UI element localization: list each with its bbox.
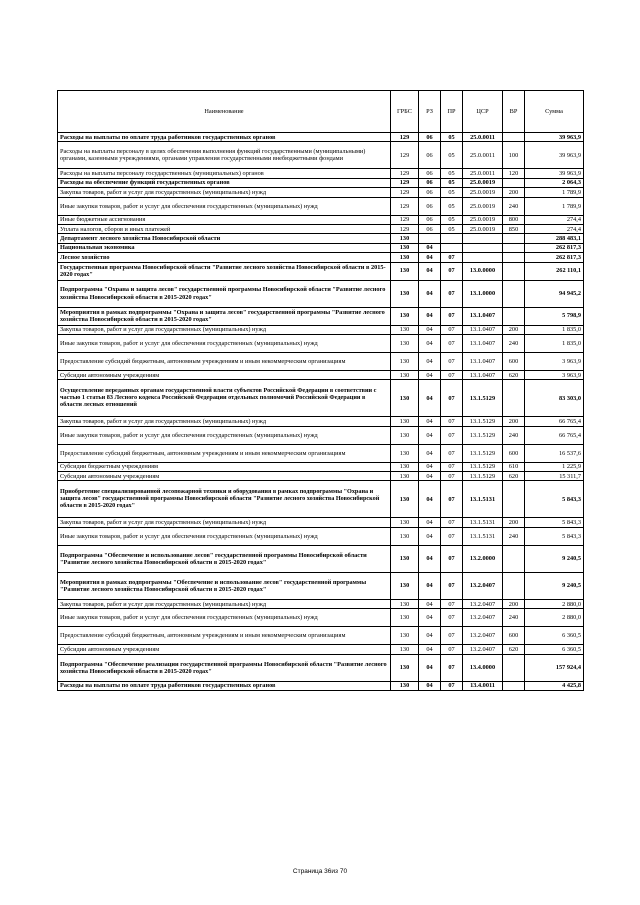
table-row	[58, 370, 584, 379]
cell-name: Осуществление переданных органам государственной власти субъектов Российской Федерации в соответствии с частью 1 статьи 83 Лесного кодекса Российской Федерации отдельных полномочий Российской Федерации в области лесных отношений	[58, 380, 391, 417]
cell-grbs: 129	[391, 178, 419, 187]
cell-sum: 2 880,0	[525, 609, 584, 627]
cell-csr: 13.1.5131	[463, 481, 503, 518]
header-sum: Сумма	[525, 91, 584, 133]
cell-csr: 13.1.0407	[463, 334, 503, 352]
cell-csr: 13.2.0407	[463, 645, 503, 654]
cell-csr: 13.1.0407	[463, 352, 503, 370]
cell-grbs: 130	[391, 472, 419, 481]
cell-rz: 06	[419, 133, 441, 142]
cell-sum: 39 963,9	[525, 142, 584, 169]
cell-vr	[503, 280, 525, 307]
cell-pr: 07	[441, 352, 463, 370]
cell-rz: 04	[419, 481, 441, 518]
table-row	[58, 645, 584, 654]
cell-sum: 66 765,4	[525, 417, 584, 426]
cell-grbs: 130	[391, 352, 419, 370]
cell-sum: 1 835,0	[525, 325, 584, 334]
cell-name: Приобретение специализированной лесопожарной техники и оборудования в рамках подпрограммы "Охрана и защита лесов" государственной программы Новосибирской области "Развитие лесного хозяйства Новосибирской области в 2015-2020 годах"	[58, 481, 391, 518]
cell-pr: 07	[441, 280, 463, 307]
cell-sum: 9 240,5	[525, 545, 584, 572]
cell-rz: 04	[419, 280, 441, 307]
cell-pr: 07	[441, 262, 463, 280]
table-row	[58, 133, 584, 142]
cell-sum: 16 537,6	[525, 444, 584, 462]
cell-pr: 07	[441, 472, 463, 481]
table-row	[58, 188, 584, 197]
cell-vr: 600	[503, 352, 525, 370]
cell-vr: 240	[503, 426, 525, 444]
cell-grbs: 130	[391, 527, 419, 545]
cell-name: Иные закупки товаров, работ и услуг для обеспечения государственных (муниципальных) нужд	[58, 609, 391, 627]
table-row	[58, 627, 584, 645]
cell-pr: 07	[441, 481, 463, 518]
cell-sum: 1 835,0	[525, 334, 584, 352]
cell-sum: 5 843,3	[525, 527, 584, 545]
cell-grbs: 130	[391, 325, 419, 334]
cell-vr	[503, 572, 525, 599]
cell-pr: 07	[441, 307, 463, 325]
header-name: Наименование	[58, 91, 391, 133]
cell-sum: 4 425,8	[525, 681, 584, 690]
header-vr: ВР	[503, 91, 525, 133]
cell-name: Иные закупки товаров, работ и услуг для обеспечения государственных (муниципальных) нужд	[58, 426, 391, 444]
cell-vr: 200	[503, 599, 525, 608]
cell-vr: 240	[503, 527, 525, 545]
cell-rz: 06	[419, 224, 441, 233]
cell-rz: 04	[419, 444, 441, 462]
cell-sum: 3 963,9	[525, 370, 584, 379]
cell-name: Мероприятия в рамках подпрограммы "Охрана и защита лесов" государственной программы "Развитие лесного хозяйства Новосибирской области в 2015-2020 годах"	[58, 307, 391, 325]
cell-grbs: 129	[391, 224, 419, 233]
cell-grbs: 130	[391, 518, 419, 527]
cell-rz: 04	[419, 307, 441, 325]
cell-name: Закупка товаров, работ и услуг для государственных (муниципальных) нужд	[58, 188, 391, 197]
cell-grbs: 130	[391, 370, 419, 379]
cell-csr: 13.1.0407	[463, 307, 503, 325]
cell-name: Расходы на выплаты по оплате труда работников государственных органов	[58, 681, 391, 690]
cell-grbs: 130	[391, 280, 419, 307]
cell-name: Мероприятия в рамках подпрограммы "Обеспечение и использование лесов" государственной программы "Развитие лесного хозяйства Новосибирской области в 2015-2020 годах"	[58, 572, 391, 599]
table-row	[58, 599, 584, 608]
cell-pr	[441, 243, 463, 252]
cell-csr: 13.2.0407	[463, 599, 503, 608]
table-row	[58, 280, 584, 307]
cell-pr: 07	[441, 253, 463, 262]
cell-name: Иные бюджетные ассигнования	[58, 215, 391, 224]
cell-name: Государственная программа Новосибирской области "Развитие лесного хозяйства Новосибирской области в 2015-2020 годах"	[58, 262, 391, 280]
cell-csr	[463, 243, 503, 252]
cell-pr: 07	[441, 417, 463, 426]
cell-sum: 15 311,7	[525, 472, 584, 481]
cell-vr: 600	[503, 444, 525, 462]
table-header-row	[58, 91, 584, 133]
cell-rz: 04	[419, 472, 441, 481]
cell-vr: 100	[503, 142, 525, 169]
cell-pr: 05	[441, 188, 463, 197]
table-row	[58, 472, 584, 481]
cell-pr: 07	[441, 518, 463, 527]
cell-grbs: 130	[391, 253, 419, 262]
cell-grbs: 130	[391, 426, 419, 444]
cell-name: Уплата налогов, сборов и иных платежей	[58, 224, 391, 233]
cell-grbs: 129	[391, 197, 419, 215]
cell-vr: 200	[503, 518, 525, 527]
cell-csr: 13.1.5131	[463, 518, 503, 527]
cell-grbs: 129	[391, 169, 419, 178]
cell-grbs: 130	[391, 609, 419, 627]
cell-name: Расходы на обеспечение функций государственных органов	[58, 178, 391, 187]
cell-sum: 262 817,3	[525, 253, 584, 262]
cell-grbs: 130	[391, 262, 419, 280]
cell-sum: 157 924,4	[525, 654, 584, 681]
cell-vr	[503, 243, 525, 252]
cell-sum: 288 483,1	[525, 234, 584, 243]
header-csr: ЦСР	[463, 91, 503, 133]
cell-name: Субсидии автономным учреждениям	[58, 645, 391, 654]
cell-name: Иные закупки товаров, работ и услуг для обеспечения государственных (муниципальных) нужд	[58, 197, 391, 215]
table-row	[58, 681, 584, 690]
cell-vr	[503, 654, 525, 681]
cell-name: Подпрограмма "Обеспечение и использование лесов" государственной программы Новосибирской области "Развитие лесного хозяйства Новосибирской области в 2015-2020 годах"	[58, 545, 391, 572]
cell-sum: 274,4	[525, 215, 584, 224]
table-row	[58, 262, 584, 280]
cell-rz: 04	[419, 426, 441, 444]
table-row	[58, 243, 584, 252]
cell-rz: 04	[419, 352, 441, 370]
cell-csr: 13.2.0407	[463, 572, 503, 599]
cell-name: Лесное хозяйство	[58, 253, 391, 262]
budget-table	[57, 90, 584, 691]
cell-csr: 13.1.0407	[463, 325, 503, 334]
table-row	[58, 178, 584, 187]
cell-vr: 120	[503, 169, 525, 178]
cell-csr: 25.0.0019	[463, 224, 503, 233]
table-row	[58, 325, 584, 334]
cell-rz: 04	[419, 370, 441, 379]
cell-csr: 25.0.0019	[463, 178, 503, 187]
cell-vr	[503, 262, 525, 280]
cell-pr: 05	[441, 224, 463, 233]
cell-vr: 800	[503, 215, 525, 224]
cell-pr	[441, 234, 463, 243]
cell-name: Субсидии автономным учреждениям	[58, 472, 391, 481]
cell-grbs: 130	[391, 462, 419, 471]
cell-grbs: 130	[391, 380, 419, 417]
cell-vr	[503, 253, 525, 262]
table-row	[58, 234, 584, 243]
cell-csr: 13.1.5129	[463, 444, 503, 462]
cell-rz: 04	[419, 253, 441, 262]
cell-vr: 620	[503, 645, 525, 654]
cell-grbs: 130	[391, 481, 419, 518]
cell-vr: 240	[503, 334, 525, 352]
table-body	[58, 133, 584, 691]
table-row	[58, 352, 584, 370]
cell-sum: 5 843,3	[525, 481, 584, 518]
cell-sum: 66 765,4	[525, 426, 584, 444]
cell-vr	[503, 307, 525, 325]
cell-name: Закупка товаров, работ и услуг для государственных (муниципальных) нужд	[58, 325, 391, 334]
cell-pr: 07	[441, 426, 463, 444]
cell-grbs: 130	[391, 599, 419, 608]
cell-rz: 04	[419, 609, 441, 627]
cell-csr: 25.0.0011	[463, 142, 503, 169]
cell-rz: 06	[419, 215, 441, 224]
cell-vr	[503, 481, 525, 518]
cell-pr: 07	[441, 681, 463, 690]
cell-sum: 94 945,2	[525, 280, 584, 307]
cell-csr: 13.1.5129	[463, 426, 503, 444]
cell-sum: 6 360,5	[525, 645, 584, 654]
table-row	[58, 654, 584, 681]
cell-name: Предоставление субсидий бюджетным, автономным учреждениям и иным некоммерческим организациям	[58, 352, 391, 370]
table-row	[58, 609, 584, 627]
cell-csr: 13.2.0407	[463, 609, 503, 627]
cell-grbs: 129	[391, 215, 419, 224]
cell-grbs: 129	[391, 133, 419, 142]
header-grbs: ГРБС	[391, 91, 419, 133]
table-row	[58, 215, 584, 224]
cell-grbs: 130	[391, 234, 419, 243]
cell-vr: 600	[503, 627, 525, 645]
cell-rz	[419, 234, 441, 243]
table-row	[58, 444, 584, 462]
cell-pr: 07	[441, 370, 463, 379]
cell-name: Предоставление субсидий бюджетным, автономным учреждениям и иным некоммерческим организациям	[58, 627, 391, 645]
cell-csr: 13.1.0407	[463, 370, 503, 379]
cell-vr: 850	[503, 224, 525, 233]
header-pr: ПР	[441, 91, 463, 133]
cell-pr: 07	[441, 599, 463, 608]
cell-sum: 83 303,0	[525, 380, 584, 417]
cell-grbs: 130	[391, 334, 419, 352]
cell-sum: 1 225,9	[525, 462, 584, 471]
cell-csr: 13.1.5129	[463, 472, 503, 481]
cell-rz: 04	[419, 334, 441, 352]
cell-sum: 6 360,5	[525, 627, 584, 645]
cell-rz: 04	[419, 627, 441, 645]
cell-pr: 05	[441, 178, 463, 187]
cell-sum: 2 880,0	[525, 599, 584, 608]
cell-name: Закупка товаров, работ и услуг для государственных (муниципальных) нужд	[58, 518, 391, 527]
cell-pr: 05	[441, 169, 463, 178]
cell-grbs: 130	[391, 681, 419, 690]
cell-sum: 262 817,3	[525, 243, 584, 252]
table-row	[58, 527, 584, 545]
page-number: Страница 36из 70	[292, 868, 348, 875]
cell-name: Закупка товаров, работ и услуг для государственных (муниципальных) нужд	[58, 417, 391, 426]
cell-name: Подпрограмма "Охрана и защита лесов" государственной программы Новосибирской области "Развитие лесного хозяйства Новосибирской области в 2015-2020 годах"	[58, 280, 391, 307]
header-rz: РЗ	[419, 91, 441, 133]
cell-pr: 07	[441, 462, 463, 471]
cell-rz: 04	[419, 545, 441, 572]
cell-name: Иные закупки товаров, работ и услуг для обеспечения государственных (муниципальных) нужд	[58, 334, 391, 352]
cell-csr: 25.0.0011	[463, 133, 503, 142]
cell-rz: 04	[419, 527, 441, 545]
cell-pr: 07	[441, 325, 463, 334]
cell-vr	[503, 133, 525, 142]
cell-pr: 07	[441, 527, 463, 545]
cell-name: Подпрограмма "Обеспечение реализации государственной программы Новосибирской области "Развитие лесного хозяйства Новосибирской области в 2015-2020 годах"	[58, 654, 391, 681]
table-row	[58, 380, 584, 417]
cell-rz: 04	[419, 462, 441, 471]
cell-sum: 274,4	[525, 224, 584, 233]
table-row	[58, 334, 584, 352]
cell-rz: 04	[419, 572, 441, 599]
table-row	[58, 307, 584, 325]
cell-vr: 620	[503, 370, 525, 379]
cell-sum: 3 963,9	[525, 352, 584, 370]
cell-csr: 13.1.5129	[463, 417, 503, 426]
cell-sum: 262 110,1	[525, 262, 584, 280]
cell-vr: 200	[503, 325, 525, 334]
cell-pr: 07	[441, 572, 463, 599]
cell-rz: 04	[419, 599, 441, 608]
table-row	[58, 572, 584, 599]
cell-rz: 06	[419, 188, 441, 197]
cell-name: Субсидии автономным учреждениям	[58, 370, 391, 379]
cell-rz: 04	[419, 654, 441, 681]
cell-rz: 04	[419, 243, 441, 252]
cell-rz: 04	[419, 645, 441, 654]
table-row	[58, 518, 584, 527]
cell-rz: 06	[419, 142, 441, 169]
cell-rz: 04	[419, 417, 441, 426]
cell-grbs: 130	[391, 243, 419, 252]
cell-vr: 240	[503, 609, 525, 627]
cell-name: Расходы на выплаты персоналу государственных (муниципальных) органов	[58, 169, 391, 178]
cell-name: Национальная экономика	[58, 243, 391, 252]
cell-sum: 1 789,9	[525, 197, 584, 215]
cell-csr: 13.0.0000	[463, 262, 503, 280]
cell-name: Закупка товаров, работ и услуг для государственных (муниципальных) нужд	[58, 599, 391, 608]
table-row	[58, 462, 584, 471]
cell-vr: 620	[503, 472, 525, 481]
cell-sum: 39 963,9	[525, 133, 584, 142]
cell-name: Расходы на выплаты по оплате труда работников государственных органов	[58, 133, 391, 142]
cell-csr: 13.2.0407	[463, 627, 503, 645]
cell-pr: 07	[441, 380, 463, 417]
table-row	[58, 142, 584, 169]
table-row	[58, 197, 584, 215]
cell-csr: 13.4.0011	[463, 681, 503, 690]
cell-pr: 05	[441, 142, 463, 169]
cell-pr: 07	[441, 609, 463, 627]
cell-csr: 25.0.0019	[463, 215, 503, 224]
cell-csr: 13.2.0000	[463, 545, 503, 572]
cell-vr: 200	[503, 417, 525, 426]
cell-name: Департамент лесного хозяйства Новосибирской области	[58, 234, 391, 243]
table-row	[58, 417, 584, 426]
cell-csr: 25.0.0019	[463, 197, 503, 215]
table-row	[58, 545, 584, 572]
table-row	[58, 224, 584, 233]
cell-csr: 25.0.0011	[463, 169, 503, 178]
cell-name: Расходы на выплаты персоналу в целях обеспечения выполнения функций государственными (муниципальными) органами, казенными учреждениями, органами управления государственными внебюджетными фондами	[58, 142, 391, 169]
cell-rz: 04	[419, 325, 441, 334]
cell-csr: 13.1.0000	[463, 280, 503, 307]
cell-grbs: 130	[391, 627, 419, 645]
cell-grbs: 130	[391, 645, 419, 654]
cell-grbs: 130	[391, 417, 419, 426]
cell-vr	[503, 545, 525, 572]
cell-grbs: 130	[391, 572, 419, 599]
cell-vr: 240	[503, 197, 525, 215]
cell-name: Субсидии бюджетным учреждениям	[58, 462, 391, 471]
cell-rz: 04	[419, 262, 441, 280]
cell-pr: 05	[441, 133, 463, 142]
cell-sum: 39 963,9	[525, 169, 584, 178]
cell-pr: 07	[441, 654, 463, 681]
cell-vr	[503, 681, 525, 690]
cell-pr: 07	[441, 444, 463, 462]
cell-csr	[463, 253, 503, 262]
cell-pr: 07	[441, 334, 463, 352]
table-row	[58, 481, 584, 518]
cell-pr: 07	[441, 645, 463, 654]
cell-grbs: 129	[391, 142, 419, 169]
cell-grbs: 130	[391, 545, 419, 572]
cell-sum: 1 789,9	[525, 188, 584, 197]
cell-csr: 13.1.5131	[463, 527, 503, 545]
cell-name: Предоставление субсидий бюджетным, автономным учреждениям и иным некоммерческим организациям	[58, 444, 391, 462]
cell-vr	[503, 178, 525, 187]
cell-pr: 07	[441, 627, 463, 645]
cell-vr: 610	[503, 462, 525, 471]
cell-grbs: 130	[391, 307, 419, 325]
cell-sum: 5 843,3	[525, 518, 584, 527]
cell-csr: 13.1.5129	[463, 380, 503, 417]
cell-grbs: 130	[391, 654, 419, 681]
cell-sum: 9 240,5	[525, 572, 584, 599]
cell-vr	[503, 234, 525, 243]
cell-pr: 05	[441, 197, 463, 215]
cell-csr: 13.1.5129	[463, 462, 503, 471]
cell-rz: 04	[419, 518, 441, 527]
table-row	[58, 253, 584, 262]
table-row	[58, 169, 584, 178]
cell-vr	[503, 380, 525, 417]
cell-pr: 05	[441, 215, 463, 224]
cell-name: Иные закупки товаров, работ и услуг для обеспечения государственных (муниципальных) нужд	[58, 527, 391, 545]
cell-sum: 2 064,3	[525, 178, 584, 187]
cell-pr: 07	[441, 545, 463, 572]
cell-rz: 06	[419, 169, 441, 178]
cell-rz: 04	[419, 681, 441, 690]
cell-csr: 13.4.0000	[463, 654, 503, 681]
cell-csr	[463, 234, 503, 243]
cell-rz: 04	[419, 380, 441, 417]
cell-vr: 200	[503, 188, 525, 197]
cell-grbs: 129	[391, 188, 419, 197]
cell-grbs: 130	[391, 444, 419, 462]
table-row	[58, 426, 584, 444]
cell-csr: 25.0.0019	[463, 188, 503, 197]
cell-rz: 06	[419, 197, 441, 215]
cell-rz: 06	[419, 178, 441, 187]
cell-sum: 5 798,9	[525, 307, 584, 325]
